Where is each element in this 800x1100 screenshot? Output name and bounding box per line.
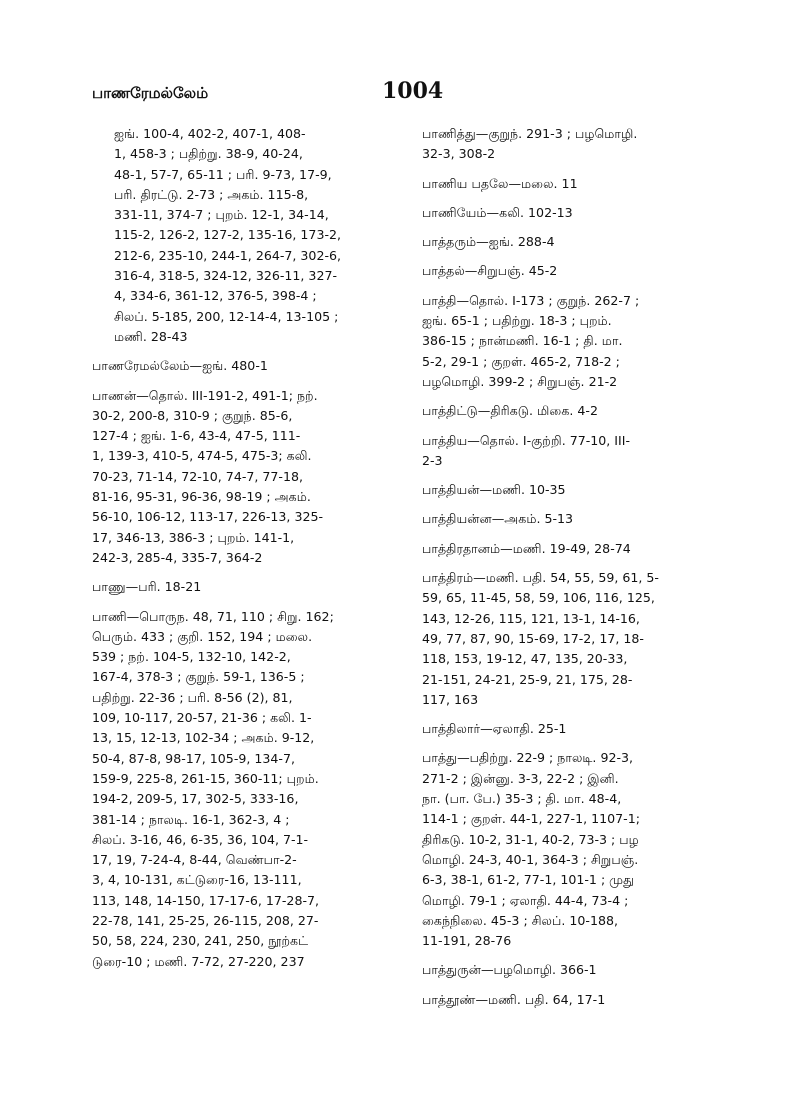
- index-entry: [422, 748, 742, 951]
- entry-line: 242-3, 285-4, 335-7, 364-2: [92, 549, 263, 565]
- entry-line: 143, 12-26, 115, 121, 13-1, 14-16,: [422, 610, 640, 626]
- entry-line: 50-4, 87-8, 98-17, 105-9, 134-7,: [92, 750, 295, 766]
- entry-line: பாணியேம்—கலி. 102-13: [422, 204, 573, 220]
- entry-line: திரிகடு. 10-2, 31-1, 40-2, 73-3 ; பழ: [422, 831, 639, 847]
- entry-line: 127-4 ; ஐங். 1-6, 43-4, 47-5, 111-: [92, 428, 301, 444]
- entry-line: 22-78, 141, 25-25, 26-115, 208, 27-: [92, 912, 319, 928]
- entry-line: 271-2 ; இன்னு. 3-3, 22-2 ; இனி.: [422, 770, 619, 786]
- entry-line: 212-6, 235-10, 244-1, 264-7, 302-6,: [114, 247, 342, 263]
- entry-line: பாணிய பதலே—மலை. 11: [422, 175, 578, 191]
- entry-line: பாணரேமல்லேம்—ஐங். 480-1: [92, 358, 268, 374]
- index-entry: [92, 356, 410, 376]
- entry-line: பாணி—பொருந. 48, 71, 110 ; சிறு. 162;: [92, 608, 334, 624]
- entry-line: 49, 77, 87, 90, 15-69, 17-2, 17, 18-: [422, 630, 644, 646]
- entry-line: பாணு—பரி. 18-21: [92, 579, 202, 595]
- entry-line: 5-2, 29-1 ; குறள். 465-2, 718-2 ;: [422, 353, 620, 369]
- entry-line: 17, 346-13, 386-3 ; புறம். 141-1,: [92, 529, 295, 545]
- entry-line: மொழி. 24-3, 40-1, 364-3 ; சிறுபஞ்.: [422, 851, 639, 867]
- entry-line: 59, 65, 11-45, 58, 59, 106, 116, 125,: [422, 590, 655, 606]
- entry-line: 109, 10-117, 20-57, 21-36 ; கலி. 1-: [92, 710, 312, 726]
- index-entry: [92, 607, 410, 972]
- entry-line: பாத்திரம்—மணி. பதி. 54, 55, 59, 61, 5-: [422, 570, 659, 586]
- entry-line: 48-1, 57-7, 65-11 ; பரி. 9-73, 17-9,: [114, 166, 332, 182]
- entry-line: 13, 15, 12-13, 102-34 ; அகம். 9-12,: [92, 730, 315, 746]
- entry-line: 316-4, 318-5, 324-12, 326-11, 327-: [114, 268, 338, 284]
- entry-line: பாத்திய—தொல். I-குற்றி. 77-10, III-: [422, 432, 630, 448]
- entry-line: பழமொழி. 399-2 ; சிறுபஞ். 21-2: [422, 373, 618, 389]
- entry-line: கைந்நிலை. 45-3 ; சிலப். 10-188,: [422, 912, 618, 928]
- index-entry: [422, 203, 742, 223]
- index-entry: [422, 960, 742, 980]
- entry-line: 113, 148, 14-150, 17-17-6, 17-28-7,: [92, 892, 320, 908]
- entry-line: 331-11, 374-7 ; புறம். 12-1, 34-14,: [114, 207, 329, 223]
- entry-line: 194-2, 209-5, 17, 302-5, 333-16,: [92, 791, 299, 807]
- entry-line: 3, 4, 10-131, கட்டுரை-16, 13-111,: [92, 872, 302, 888]
- entry-line: 17, 19, 7-24-4, 8-44, வெண்பா-2-: [92, 852, 297, 868]
- entry-line: 118, 153, 19-12, 47, 135, 20-33,: [422, 651, 628, 667]
- entry-line: பாணித்து—குறுந். 291-3 ; பழமொழி.: [422, 126, 638, 141]
- entry-line: பாத்திட்டு—திரிகடு. மிகை. 4-2: [422, 403, 598, 419]
- entry-line: 381-14 ; நாலடி. 16-1, 362-3, 4 ;: [92, 811, 290, 827]
- entry-line: 81-16, 95-31, 96-36, 98-19 ; அகம்.: [92, 489, 311, 505]
- entry-line: 50, 58, 224, 230, 241, 250, நூற்கட்: [92, 933, 309, 949]
- index-entry: [92, 577, 410, 597]
- entry-line: 21-151, 24-21, 25-9, 21, 175, 28-: [422, 671, 633, 687]
- entry-line: 167-4, 378-3 ; குறுந். 59-1, 136-5 ;: [92, 669, 305, 685]
- index-entry: [422, 291, 742, 392]
- entry-line: 539 ; நற். 104-5, 132-10, 142-2,: [92, 649, 291, 665]
- entry-line: பாணன்—தொல். III-191-2, 491-1; நற்.: [92, 387, 318, 403]
- entry-line: 70-23, 71-14, 72-10, 74-7, 77-18,: [92, 468, 303, 484]
- entry-line: மணி. 28-43: [114, 328, 188, 344]
- entry-line: 386-15 ; நான்மணி. 16-1 ; தி. மா.: [422, 333, 623, 349]
- index-entry: [422, 174, 742, 194]
- entry-line: பாத்திரதானம்—மணி. 19-49, 28-74: [422, 540, 631, 556]
- entry-line: சிலப். 5-185, 200, 12-14-4, 13-105 ;: [114, 308, 339, 324]
- entry-line: பாத்தி—தொல். I-173 ; குறுந். 262-7 ;: [422, 292, 640, 308]
- entry-line: பதிற்று. 22-36 ; பரி. 8-56 (2), 81,: [92, 689, 293, 705]
- index-entry: [422, 261, 742, 281]
- entry-line: 114-1 ; குறள். 44-1, 227-1, 1107-1;: [422, 811, 640, 827]
- entry-line: பாத்திலார்—ஏலாதி. 25-1: [422, 721, 567, 737]
- entry-line: 2-3: [422, 452, 443, 468]
- entry-line: பாத்தூண்—மணி. பதி. 64, 17-1: [422, 991, 606, 1007]
- entry-line: 117, 163: [422, 691, 479, 707]
- entry-line: 4, 334-6, 361-12, 376-5, 398-4 ;: [114, 288, 317, 304]
- index-entry: [92, 386, 410, 569]
- index-entry: [422, 509, 742, 529]
- left-column: [92, 124, 410, 981]
- index-entry: [422, 401, 742, 421]
- page-number: 1004: [382, 78, 444, 104]
- index-entry: [422, 431, 742, 472]
- entry-line: 30-2, 200-8, 310-9 ; குறுந். 85-6,: [92, 407, 293, 423]
- entry-line: 159-9, 225-8, 261-15, 360-11; புறம்.: [92, 770, 319, 786]
- entry-line: 1, 458-3 ; பதிற்று. 38-9, 40-24,: [114, 146, 303, 162]
- index-entry: [422, 719, 742, 739]
- entry-line: 6-3, 38-1, 61-2, 77-1, 101-1 ; முது: [422, 872, 635, 888]
- entry-line: சிலப். 3-16, 46, 6-35, 36, 104, 7-1-: [92, 831, 309, 847]
- entry-line: பரி. திரட்டு. 2-73 ; அகம். 115-8,: [114, 186, 309, 202]
- entry-line: 115-2, 126-2, 127-2, 135-16, 173-2,: [114, 227, 342, 243]
- index-entry: [422, 124, 742, 165]
- entry-line: 1, 139-3, 410-5, 474-5, 475-3; கலி.: [92, 448, 312, 464]
- index-entry: [422, 232, 742, 252]
- running-head: பாணரேமல்லேம்: [92, 84, 209, 102]
- right-column: [422, 124, 742, 1019]
- index-entry: [92, 124, 410, 347]
- entry-line: 32-3, 308-2: [422, 146, 496, 162]
- entry-line: 56-10, 106-12, 113-17, 226-13, 325-: [92, 509, 324, 525]
- entry-line: பாத்தியன்ன—அகம். 5-13: [422, 511, 574, 527]
- entry-line: பாத்து—பதிற்று. 22-9 ; நாலடி. 92-3,: [422, 750, 634, 766]
- entry-line: நா. (பா. பே.) 35-3 ; தி. மா. 48-4,: [422, 791, 622, 807]
- index-entry: [422, 990, 742, 1010]
- entry-line: பாத்தரும்—ஐங். 288-4: [422, 234, 555, 250]
- index-entry: [422, 480, 742, 500]
- index-entry: [422, 539, 742, 559]
- index-entry: [422, 568, 742, 710]
- entry-line: ஐங். 100-4, 402-2, 407-1, 408-: [114, 126, 306, 141]
- entry-line: பெரும். 433 ; குறி. 152, 194 ; மலை.: [92, 628, 313, 644]
- entry-line: 11-191, 28-76: [422, 933, 512, 949]
- entry-line: பாத்தியன்—மணி. 10-35: [422, 482, 566, 498]
- entry-line: ஐங். 65-1 ; பதிற்று. 18-3 ; புறம்.: [422, 313, 612, 329]
- entry-line: மொழி. 79-1 ; ஏலாதி. 44-4, 73-4 ;: [422, 892, 629, 908]
- entry-line: பாத்துருன்—பழமொழி. 366-1: [422, 962, 597, 978]
- page-header: [92, 78, 732, 114]
- entry-line: டுரை-10 ; மணி. 7-72, 27-220, 237: [92, 953, 305, 969]
- entry-line: பாத்தல்—சிறுபஞ். 45-2: [422, 263, 558, 279]
